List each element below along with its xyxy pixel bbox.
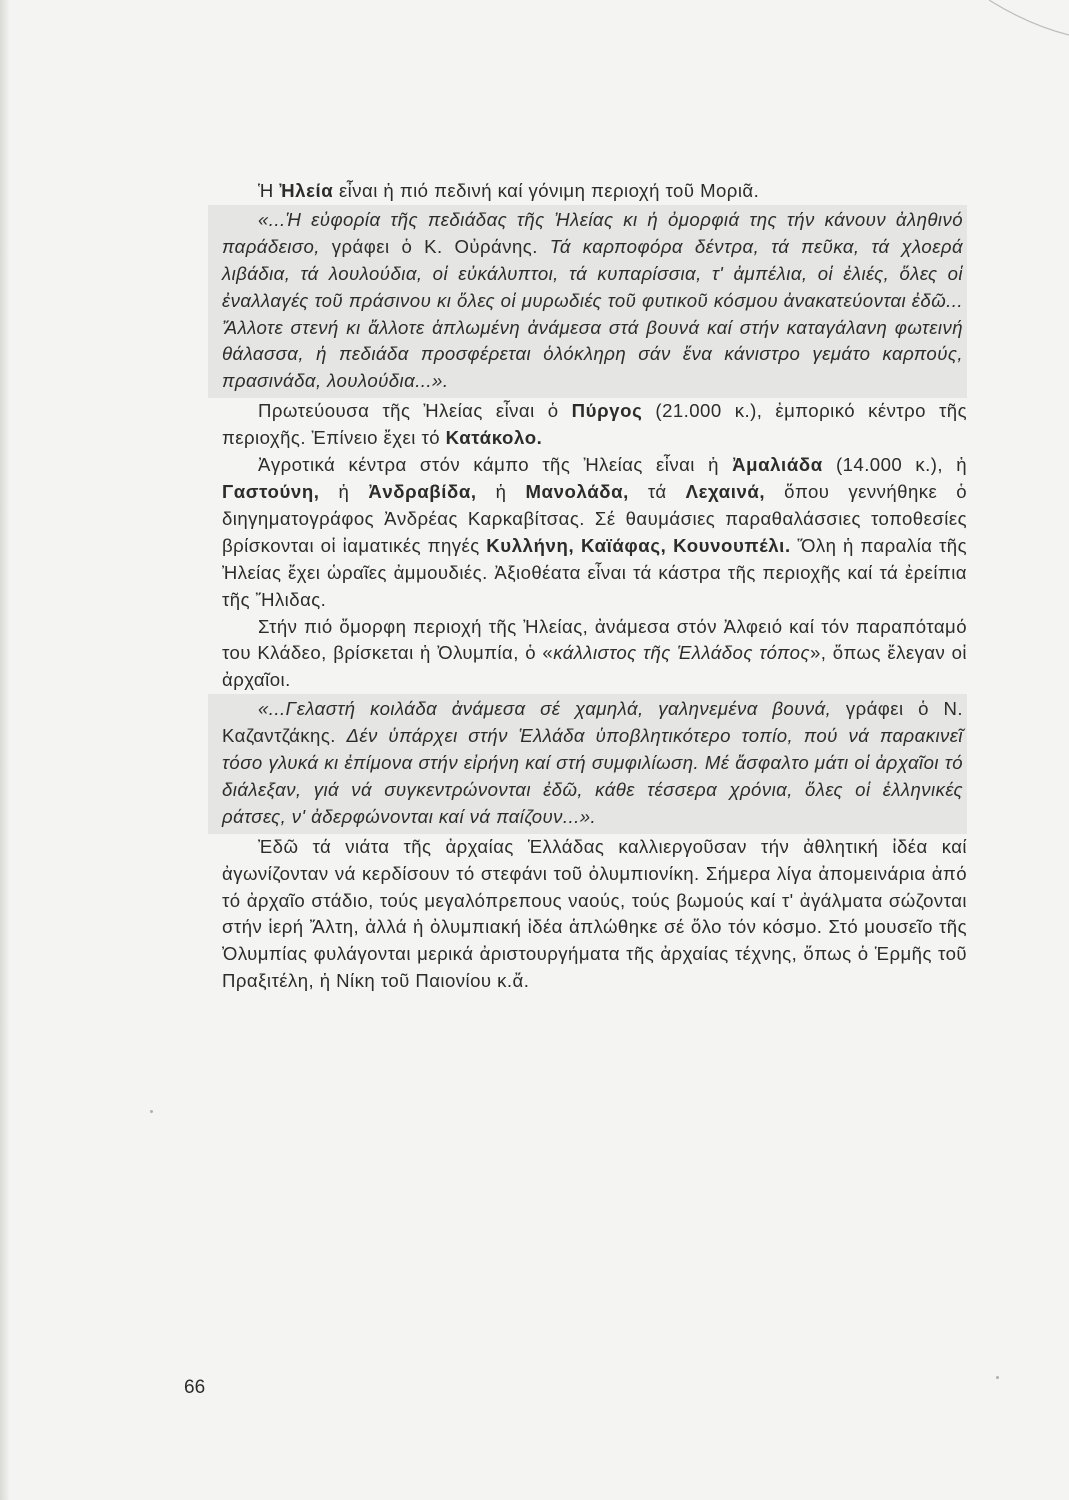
quote-italic: «...Γελαστή κοιλάδα ἀνάμεσα σέ χαμηλά, γαληνεμένα βουνά, [258, 698, 832, 720]
print-speck [150, 1110, 153, 1113]
page-number: 66 [184, 1377, 206, 1398]
text-run: τά [628, 480, 686, 502]
text-run: Ὅλη ἡ παραλία τῆς Ἠλείας ἔχει ὡραῖες ἀμμουδιές. Ἀξιοθέατα εἶναι τά κάστρα τῆς περιοχῆς καί τά ἐρείπια τῆς Ἤλιδας. [222, 534, 967, 610]
place-name-bold: Ἠλεία [279, 180, 334, 201]
paragraph-olympia [222, 614, 967, 695]
place-name-bold: Ἀμαλιάδα [732, 454, 823, 476]
quote-text [222, 207, 963, 395]
text-run: », ὅπως ἔλεγαν οἱ ἀρχαῖοι. [222, 642, 968, 691]
text-run: Ἡ [258, 180, 280, 201]
place-name-bold: Κατάκολο. [445, 427, 543, 449]
text-run: (14.000 κ.), ἡ [822, 454, 967, 476]
page-corner-fold [989, 0, 1069, 40]
quote-attribution: γράφει ὁ Κ. Οὐράνης. [319, 235, 550, 257]
paragraph-ileia-intro [222, 178, 967, 205]
quote-block-kazantzakis [208, 694, 967, 834]
print-speck [996, 1376, 999, 1379]
text-run: Ἐδῶ τά νιάτα τῆς ἀρχαίας Ἑλλάδας καλλιεργοῦσαν τήν ἀθλητική ἰδέα καί ἀγωνίζονταν νά κερδίσουν τό στεφάνι τοῦ ὀλυμπιονίκη. Σήμερα λίγα ἀπομεινάρια ἀπό τό ἀρχαῖο στάδιο, τούς μεγαλόπρεπους ναούς, τούς βωμούς καί τ' ἀγάλματα σώζονται στήν ἱερή Ἄλτη, ἀλλά ἡ ὀλυμπιακή ἰδέα ἁπλώθηκε σέ ὅλο τόν κόσμο. Στό μουσεῖο τῆς Ὀλυμπίας φυλάγονται μερικά ἀριστουργήματα τῆς ἀρχαίας τέχνης, ὅπως ὁ Ἑρμῆς τοῦ Πραξιτέλη, ἡ Νίκη τοῦ Παιονίου κ.ἄ. [222, 835, 967, 992]
quoted-phrase-italic: κάλλιστος τῆς Ἑλλάδος τόπος [553, 642, 810, 664]
paragraph-olympic-ideal [222, 834, 967, 995]
text-run: ἡ [319, 480, 369, 502]
quote-italic: Δέν ὑπάρχει στήν Ἑλλάδα ὑποβλητικότερο τοπίο, πού νά παρακινεῖ τόσο γλυκά κι ἐπίμονα στήν εἰρήνη καί στή συμφιλίωση. Μέ ἄσφαλτο μάτι οἱ ἀρχαῖοι τό διάλεξαν, γιά νά συγκεντρώνονται ἐδῶ, κάθε τέσσερα χρόνια, ὅλες οἱ ἑλληνικές ράτσες, ν' ἀδερφώνονται καί νά παίζουν...». [222, 725, 963, 827]
text-run: ἡ [476, 480, 526, 502]
page-edge-shadow [0, 0, 10, 1500]
quote-italic: Τά καρποφόρα δέντρα, τά πεῦκα, τά χλοερά λιβάδια, τά λουλούδια, οἱ εὐκάλυπτοι, τά κυπαρίσσια, τ' ἀμπέλια, οἱ ἐλιές, ὅλες οἱ ἐναλλαγές τοῦ πράσινου κι ὅλες οἱ μυρωδιές τοῦ φυτικοῦ κόσμου ἀνακατεύονται ἐδῶ... Ἄλλοτε στενή κι ἄλλοτε ἁπλωμένη ἀνάμεσα στά βουνά καί στήν καταγάλανη φωτεινή θάλασσα, ἡ πεδιάδα προσφέρεται ὁλόκληρη σάν ἕνα κάνιστρο γεμάτο καρπούς, πρασινάδα, λουλούδια...». [222, 235, 963, 392]
paragraph-agricultural-centers [222, 452, 967, 613]
text-run: εἶναι ἡ πιό πεδινή καί γόνιμη περιοχή τοῦ Μοριᾶ. [333, 180, 760, 201]
page-body [222, 178, 967, 995]
place-name-bold: Λεχαινά, [685, 480, 766, 502]
text-run: (21.000 κ.), ἐμπορικό κέντρο τῆς περιοχῆς. Ἐπίνειο ἔχει τό [222, 400, 967, 449]
quote-attribution: γράφει ὁ Ν. Καζαντζάκης. [222, 698, 963, 747]
quote-italic: «...Ἡ εὐφορία τῆς πεδιάδας τῆς Ἠλείας κι ἡ ὀμορφιά της τήν κάνουν ἀληθινό παράδεισο, [222, 208, 963, 257]
quote-block-ouranis [208, 205, 967, 398]
paragraph-pyrgos [222, 398, 967, 452]
text-run: Πρωτεύουσα τῆς Ἠλείας εἶναι ὁ [258, 400, 572, 422]
text-run: Ἀγροτικά κέντρα στόν κάμπο τῆς Ἠλείας εἶναι ἡ [258, 454, 733, 476]
place-name-bold: Κυλλήνη, Καϊάφας, Κουνουπέλι. [486, 534, 791, 556]
text-run: Στήν πιό ὄμορφη περιοχή τῆς Ἠλείας, ἀνάμεσα στόν Ἀλφειό καί τόν παραπόταμό του Κλάδεο, βρίσκεται ἡ Ὀλυμπία, ὁ « [222, 615, 967, 664]
place-name-bold: Ἀνδραβίδα, [368, 480, 477, 502]
quote-text [222, 696, 963, 831]
text-run: ὅπου γεννήθηκε ὁ διηγηματογράφος Ἀνδρέας Καρκαβίτσας. Σέ θαυμάσιες παραθαλάσσιες τοποθεσίες βρίσκονται οἱ ἰαματικές πηγές [222, 480, 967, 556]
place-name-bold: Πύργος [571, 400, 643, 422]
place-name-bold: Γαστούνη, [222, 480, 320, 502]
place-name-bold: Μανολάδα, [525, 480, 629, 502]
